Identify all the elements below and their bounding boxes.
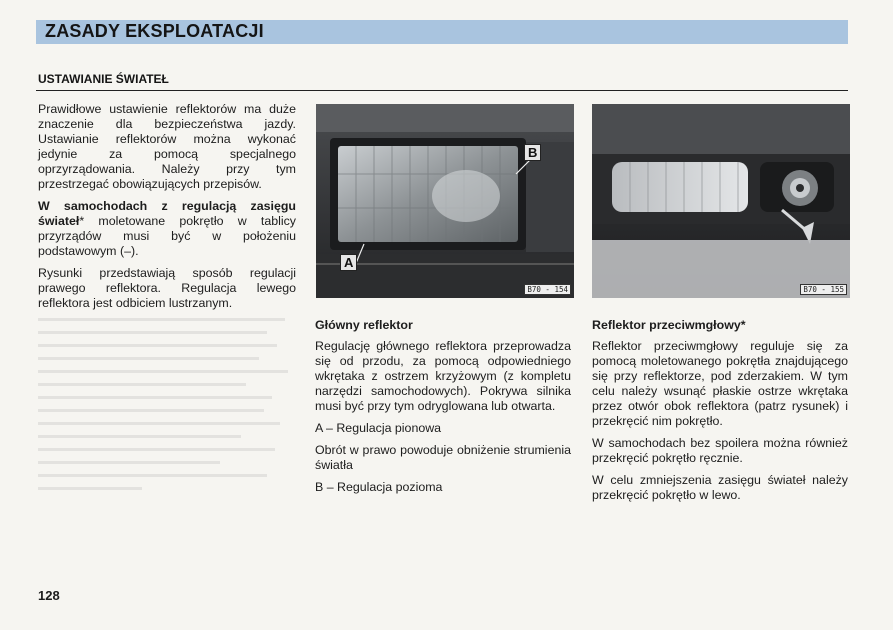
no-spoiler-paragraph: W samochodach bez spoilera można również przekręcić pokrętło ręcznie.	[592, 436, 848, 465]
main-headlight-heading: Główny reflektor	[315, 318, 413, 332]
figure-code: B70 - 155	[800, 284, 847, 295]
range-control-text: * moletowane pokrętło w tablicy przyrządów musi być w położeniu podstawowym (–).	[38, 214, 296, 258]
column-middle	[315, 318, 571, 502]
callout-b: B	[524, 144, 541, 161]
section-divider	[36, 90, 848, 91]
bleed-through-decoration	[38, 318, 298, 548]
column-right	[592, 318, 848, 510]
fog-light-paragraph: Reflektor przeciwmgłowy reguluje się za pomocą moletowanego pokrętła znajdującego się przy reflektorze, pod zderzakiem. W tym celu należy wsunąć płaskie ostrze wkrętaka przez otwór obok reflektora (patrz rysunek) i przekręcić nim pokrętło.	[592, 339, 848, 428]
column-left	[38, 102, 296, 318]
callout-a: A	[340, 254, 357, 271]
page-header-title: ZASADY EKSPLOATACJI	[45, 21, 264, 41]
figure-code: B70 - 154	[524, 284, 571, 295]
intro-paragraph: Prawidłowe ustawienie reflektorów ma duże znaczenie dla bezpieczeństwa jazdy. Ustawianie reflektorów można wykonać jedynie za pomocą specjalnego oprzyrządowania. Należy przy tym przestrzegać obowiązujących przepisów.	[38, 102, 296, 191]
range-control-bold: W samochodach z regulacją zasięgu świateł	[38, 199, 296, 228]
section-title: USTAWIANIE ŚWIATEŁ	[38, 72, 169, 86]
drawings-paragraph: Rysunki przedstawiają sposób regulacji prawego reflektora. Regulacja lewego reflektora jest odbiciem lustrzanym.	[38, 266, 296, 310]
fog-light-photo-icon	[592, 104, 850, 298]
rotation-note: Obrót w prawo powoduje obniżenie strumienia światła	[315, 443, 571, 472]
main-headlight-paragraph: Regulację głównego reflektora przeprowadza się od przodu, za pomocą odpowiedniego wkrętaka z ostrzem krzyżowym (z kompletu narzędzi samochodowych). Pokrywa silnika musi być przy tym odryglowana lub otwarta.	[315, 339, 571, 413]
page-number: 128	[38, 588, 60, 603]
reduce-range-paragraph: W celu zmniejszenia zasięgu świateł należy przekręcić pokrętło w lewo.	[592, 473, 848, 502]
horizontal-adjustment-text: B – Regulacja pozioma	[315, 480, 443, 494]
fog-light-heading: Reflektor przeciwmgłowy*	[592, 318, 746, 332]
vertical-adjustment-text: A – Regulacja pionowa	[315, 421, 442, 435]
range-control-paragraph	[38, 199, 296, 259]
headlight-photo-icon	[316, 104, 574, 298]
